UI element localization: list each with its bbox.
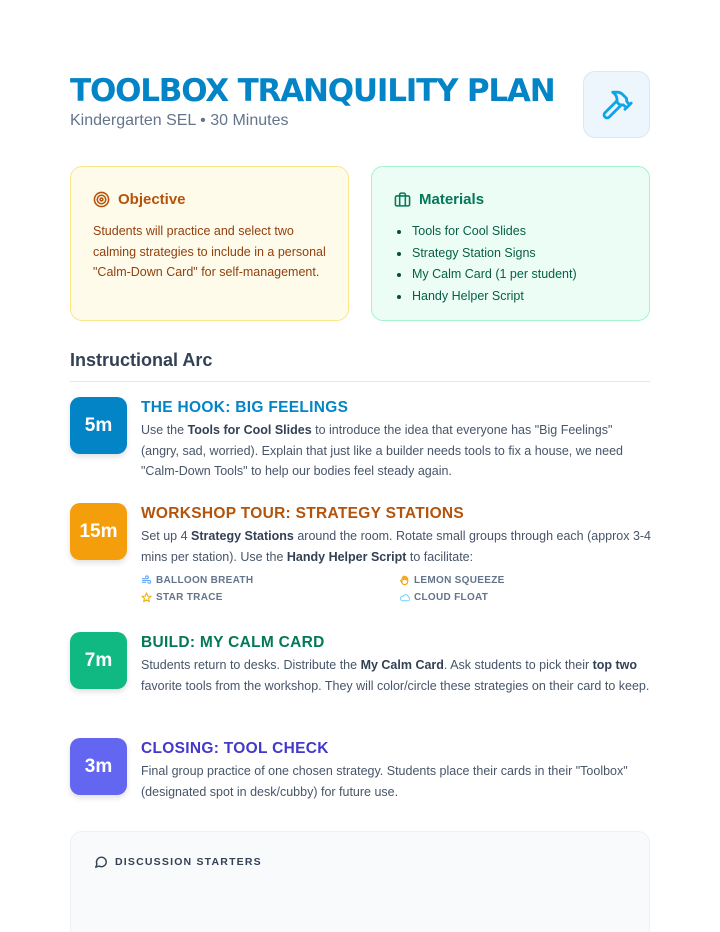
discussion-panel [70, 831, 650, 932]
step-title: CLOSING: TOOL CHECK [141, 740, 329, 757]
header [70, 72, 650, 142]
time-badge: 3m [70, 738, 127, 795]
section-divider [70, 381, 650, 382]
briefcase-icon [394, 191, 411, 208]
materials-item: Tools for Cool Slides [394, 221, 627, 243]
section-title: Instructional Arc [70, 350, 213, 370]
materials-card [371, 166, 650, 321]
page-subtitle: Kindergarten SEL • 30 Minutes [70, 112, 289, 129]
time-badge: 7m [70, 632, 127, 689]
page-title: TOOLBOX TRANQUILITY PLAN [70, 73, 555, 109]
time-badge: 15m [70, 503, 127, 560]
step-title: WORKSHOP TOUR: STRATEGY STATIONS [141, 505, 465, 522]
station-item: CLOUD FLOAT [399, 592, 649, 603]
step-description: Set up 4 Strategy Stations around the room. Rotate small groups through each (approx 3-4 mins per station). Use the Handy Helper Script to facilitate: [141, 529, 652, 564]
materials-header [394, 191, 627, 208]
step-title: BUILD: MY CALM CARD [141, 634, 325, 651]
materials-title: Materials [419, 191, 485, 208]
discussion-header [94, 855, 262, 869]
wind-icon [141, 575, 152, 586]
materials-list [394, 221, 627, 307]
objective-title: Objective [118, 191, 186, 208]
cloud-icon [399, 592, 410, 603]
objective-text: Students will practice and select two calming strategies to include in a personal "Calm-Down Card" for self-management. [93, 224, 326, 279]
materials-item: Strategy Station Signs [394, 243, 627, 265]
hand-icon [399, 575, 410, 586]
step-title: THE HOOK: BIG FEELINGS [141, 399, 349, 416]
chat-bubble-icon [94, 855, 108, 869]
materials-item: Handy Helper Script [394, 286, 627, 308]
time-badge: 5m [70, 397, 127, 454]
station-list [141, 575, 653, 603]
objective-card [70, 166, 349, 321]
station-item: BALLOON BREATH [141, 575, 399, 586]
objective-header [93, 191, 326, 208]
step-description: Use the Tools for Cool Slides to introduce the idea that everyone has "Big Feelings" (angry, sad, worried). Explain that just like a builder needs tools to fix a house, we need "Calm-Down Tools" to help our bodies feel steady again. [141, 423, 623, 478]
logo-tile [583, 71, 650, 138]
discussion-title: DISCUSSION STARTERS [115, 856, 262, 868]
hammer-icon [600, 88, 634, 122]
station-item: LEMON SQUEEZE [399, 575, 649, 586]
target-icon [93, 191, 110, 208]
materials-item: My Calm Card (1 per student) [394, 264, 627, 286]
star-icon [141, 592, 152, 603]
station-item: STAR TRACE [141, 592, 399, 603]
step-description: Students return to desks. Distribute the My Calm Card. Ask students to pick their top two favorite tools from the workshop. They will color/circle these strategies on their card to keep. [141, 658, 650, 693]
step-description: Final group practice of one chosen strategy. Students place their cards in their "Toolbox" (designated spot in desk/cubby) for future use. [141, 764, 628, 799]
